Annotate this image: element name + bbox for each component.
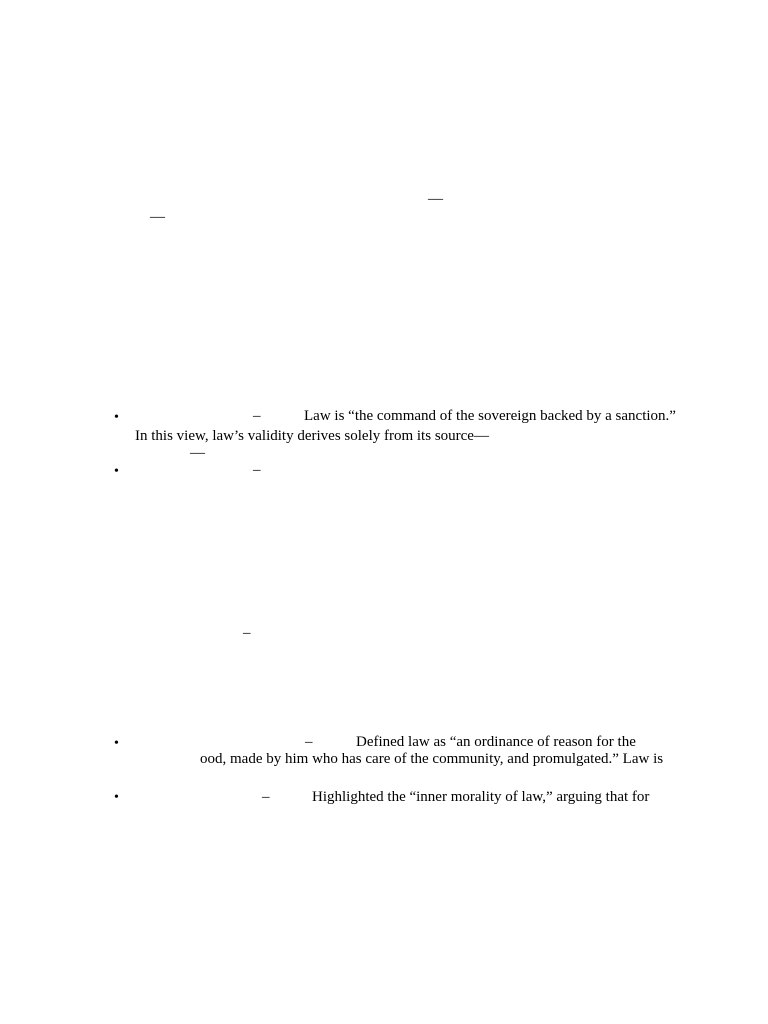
list-item-dash: –: [262, 789, 270, 805]
list-item-dash: –: [305, 734, 313, 750]
list-item-text-line-1: Law is “the command of the sovereign backed by a sanction.”: [304, 408, 676, 424]
middle-dash: –: [243, 625, 251, 641]
list-item-text-line-3: —: [190, 445, 205, 461]
list-item-dash: –: [253, 408, 261, 424]
bullet-icon: •: [114, 790, 119, 805]
bullet-icon: •: [114, 410, 119, 425]
list-item-dash: –: [253, 462, 261, 478]
list-item-text-line-1: Highlighted the “inner morality of law,” arguing that for: [312, 789, 650, 805]
list-item-text-line-2: In this view, law’s validity derives solely from its source—: [135, 428, 489, 444]
list-item-text-line-1: Defined law as “an ordinance of reason for the: [356, 734, 636, 750]
list-item-text-line-2: ood, made by him who has care of the community, and promulgated.” Law is: [200, 751, 664, 767]
intro-dash-1: —: [428, 191, 443, 207]
intro-dash-2: —: [150, 209, 165, 225]
bullet-icon: •: [114, 464, 119, 479]
bullet-icon: •: [114, 736, 119, 751]
